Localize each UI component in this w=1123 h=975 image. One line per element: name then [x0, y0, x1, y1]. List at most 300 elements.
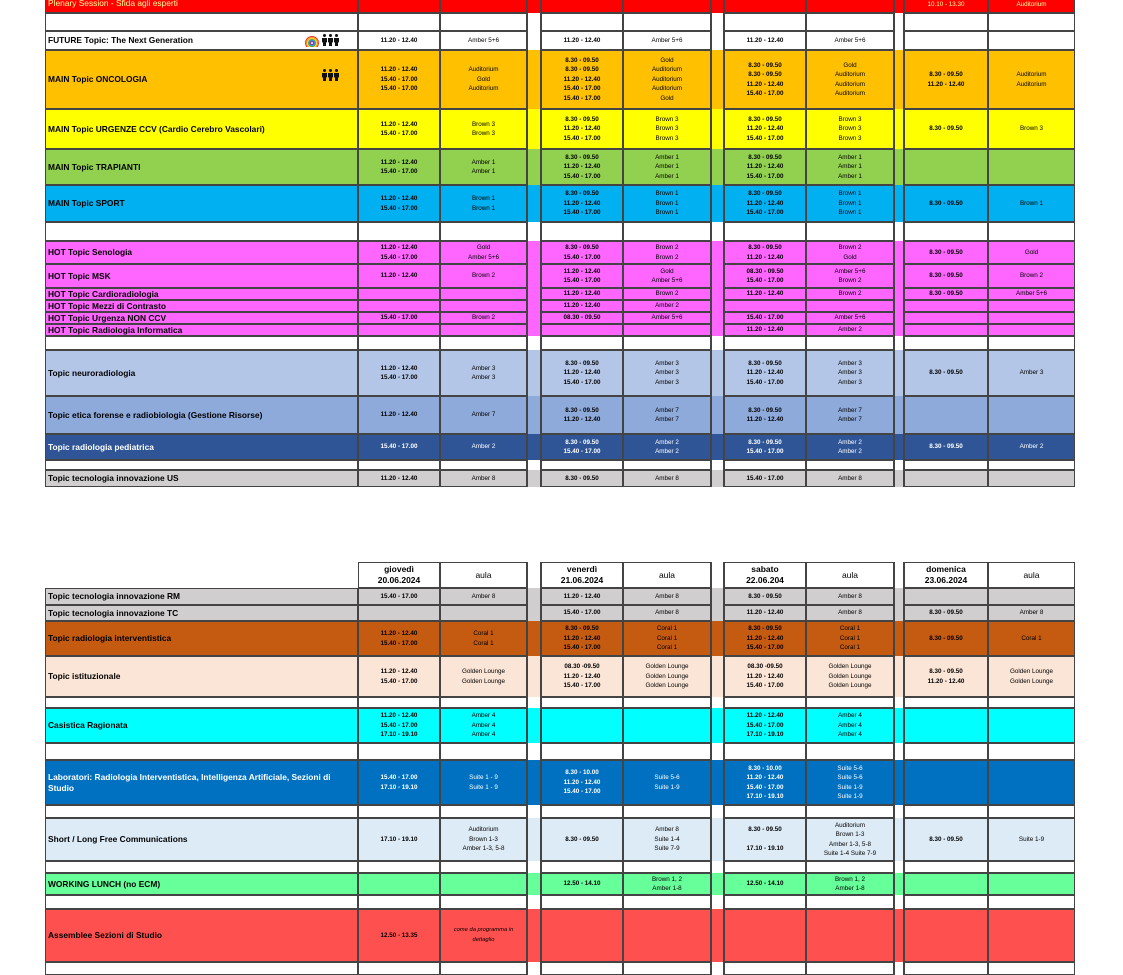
topic-row: [0, 312, 1123, 324]
empty-cell: [806, 962, 894, 975]
empty-cell: [358, 743, 440, 760]
gap-cell: [711, 31, 724, 50]
empty-cell: [724, 697, 806, 708]
room-cell: Amber 2 Amber 2: [806, 434, 894, 460]
room-cell: [623, 0, 711, 13]
gap-cell: [527, 0, 541, 13]
time-cell: 8.30 - 09.50 11.20 - 12.40: [541, 396, 623, 434]
time-cell: 8.30 - 09.50 17.10 - 19.10: [724, 818, 806, 861]
room-cell: Coral 1: [988, 621, 1075, 656]
room-cell: Brown 1: [988, 185, 1075, 222]
gap-cell: [894, 324, 904, 336]
empty-cell: [904, 895, 988, 909]
time-cell: 8.30 - 09.50 11.20 - 12.40 15.40 - 17.00: [724, 621, 806, 656]
topic-row: [0, 300, 1123, 312]
empty-cell: [45, 805, 358, 818]
day-name: sabato: [751, 564, 779, 575]
room-cell: Gold: [988, 241, 1075, 264]
room-cell: Auditorium Brown 1-3 Amber 1-3, 5-8 Suite 1-4 Suite 7-9: [806, 818, 894, 861]
empty-cell: [711, 460, 724, 470]
time-cell: 8.30 - 09.50 11.20 - 12.40 15.40 - 17.00: [724, 149, 806, 185]
empty-cell: [358, 13, 440, 31]
time-cell: 8.30 - 09.50 11.20 - 12.40: [724, 396, 806, 434]
empty-cell: [988, 697, 1075, 708]
topic-row: [0, 31, 1123, 50]
empty-cell: [711, 697, 724, 708]
empty-cell: [541, 895, 623, 909]
gap-cell: [527, 396, 541, 434]
room-cell: Brown 2: [623, 288, 711, 300]
time-cell: [904, 708, 988, 743]
time-cell: [541, 909, 623, 962]
gap-cell: [527, 149, 541, 185]
topic-row: [0, 185, 1123, 222]
empty-cell: [358, 460, 440, 470]
empty-cell: [988, 861, 1075, 873]
gap-cell: [527, 909, 541, 962]
room-cell: Brown 2 Brown 2: [623, 241, 711, 264]
room-cell: Brown 3: [988, 109, 1075, 149]
topic-label: [45, 264, 358, 288]
topic-label: [45, 350, 358, 396]
empty-cell: [806, 805, 894, 818]
topic-row: [0, 470, 1123, 487]
empty-cell: [724, 861, 806, 873]
empty-cell: [440, 861, 527, 873]
time-cell: 12.50 - 14.10: [541, 873, 623, 895]
gap-cell: [894, 109, 904, 149]
gap-cell: [711, 241, 724, 264]
gap-cell: [527, 708, 541, 743]
room-cell: Amber 5+6: [623, 312, 711, 324]
gap-cell: [711, 109, 724, 149]
room-cell: Brown 1 Brown 1 Brown 1: [623, 185, 711, 222]
empty-cell: [440, 336, 527, 350]
topic-label: [45, 708, 358, 743]
room-cell: Amber 8: [440, 470, 527, 487]
gap-cell: [894, 185, 904, 222]
empty-cell: [904, 697, 988, 708]
day-header: [904, 562, 988, 588]
gap-cell: [711, 760, 724, 805]
topic-text: WORKING LUNCH (no ECM): [48, 878, 161, 889]
room-cell: [988, 396, 1075, 434]
empty-cell: [527, 336, 541, 350]
spacer-row: [0, 861, 1123, 873]
room-cell: Golden Lounge Golden Lounge: [988, 656, 1075, 697]
time-cell: 8.30 - 10.00 11.20 - 12.40 15.40 - 17.00 17.10 - 19.10: [724, 760, 806, 805]
empty-cell: [623, 697, 711, 708]
empty-cell: [527, 805, 541, 818]
topic-label: [45, 324, 358, 336]
room-cell: [623, 909, 711, 962]
time-cell: [904, 588, 988, 605]
empty-cell: [988, 13, 1075, 31]
room-cell: Amber 3 Amber 3: [440, 350, 527, 396]
room-cell: Amber 5+6 Brown 2: [806, 264, 894, 288]
empty-cell: [45, 962, 358, 975]
time-cell: 08.30 -09.50 11.20 - 12.40 15.40 - 17.00: [541, 656, 623, 697]
empty-cell: [988, 336, 1075, 350]
topic-text: HOT Topic Radiologia Informatica: [48, 324, 183, 335]
topic-text: Topic tecnologia innovazione TC: [48, 607, 179, 618]
time-cell: [541, 0, 623, 13]
gap-cell: [527, 324, 541, 336]
gap-cell: [894, 434, 904, 460]
empty-cell: [541, 743, 623, 760]
time-cell: [904, 324, 988, 336]
gap-cell: [527, 350, 541, 396]
empty-cell: [527, 13, 541, 31]
gap-cell: [894, 873, 904, 895]
topic-text: Topic tecnologia innovazione RM: [48, 591, 180, 602]
room-cell: Amber 1 Amber 1: [440, 149, 527, 185]
room-cell: Golden Lounge Golden Lounge Golden Lounge: [623, 656, 711, 697]
empty-cell: [988, 962, 1075, 975]
room-cell: come da programma in dettaglio: [440, 909, 527, 962]
empty-cell: [45, 697, 358, 708]
room-cell: Brown 1, 2 Amber 1-8: [623, 873, 711, 895]
topic-row: [0, 818, 1123, 861]
topic-label: [45, 656, 358, 697]
spacer-row: [0, 895, 1123, 909]
time-cell: 8.30 - 09.50 11.20 - 12.40 15.40 - 17.00: [541, 350, 623, 396]
time-cell: 8.30 - 09.50 15.40 - 17.00: [724, 434, 806, 460]
gap-cell: [894, 300, 904, 312]
time-cell: [358, 288, 440, 300]
empty-cell: [45, 460, 358, 470]
time-cell: 11.20 - 12.40: [724, 288, 806, 300]
topic-text: FUTURE Topic: The Next Generation: [48, 35, 194, 46]
empty-cell: [623, 13, 711, 31]
empty-cell: [541, 962, 623, 975]
empty-cell: [440, 697, 527, 708]
gap-cell: [711, 909, 724, 962]
room-cell: [623, 708, 711, 743]
gap-cell: [894, 588, 904, 605]
spacer-row: [0, 962, 1123, 975]
time-cell: 8.30 - 09.50 11.20 - 12.40: [904, 50, 988, 109]
room-cell: [988, 708, 1075, 743]
time-cell: 8.30 - 09.50 11.20 - 12.40: [724, 241, 806, 264]
room-cell: Amber 5+6: [440, 31, 527, 50]
room-cell: Amber 3 Amber 3 Amber 3: [623, 350, 711, 396]
room-cell: Auditorium Gold Auditorium: [440, 50, 527, 109]
topic-label: [45, 760, 358, 805]
time-cell: 8.30 - 09.50 8.30 - 09.50 11.20 - 12.40 15.40 - 17.00 15.40 - 17.00: [541, 50, 623, 109]
gap-cell: [527, 312, 541, 324]
room-cell: Brown 2 Gold: [806, 241, 894, 264]
gap-cell: [894, 605, 904, 621]
time-cell: [904, 300, 988, 312]
empty-cell: [904, 962, 988, 975]
time-cell: 15.40 - 17.00: [358, 588, 440, 605]
room-cell: Amber 3: [988, 350, 1075, 396]
empty-cell: [904, 460, 988, 470]
gap-cell: [711, 149, 724, 185]
room-cell: Golden Lounge Golden Lounge: [440, 656, 527, 697]
empty-cell: [527, 222, 541, 241]
empty-cell: [440, 460, 527, 470]
empty-cell: [440, 743, 527, 760]
room-cell: Amber 8: [988, 605, 1075, 621]
gap-cell: [894, 562, 904, 588]
time-cell: 8.30 - 09.50: [724, 588, 806, 605]
topic-text: Topic neuroradiologia: [48, 367, 136, 378]
rainbow-icon: [305, 35, 319, 47]
time-cell: 11.20 - 12.40 15.40 - 17.00: [358, 241, 440, 264]
empty-cell: [711, 895, 724, 909]
gap-cell: [527, 818, 541, 861]
empty-cell: [894, 743, 904, 760]
empty-cell: [904, 861, 988, 873]
room-cell: Auditorium: [988, 0, 1075, 13]
time-cell: [541, 708, 623, 743]
room-cell: Gold Auditorium Auditorium Auditorium Gold: [623, 50, 711, 109]
time-cell: 8.30 - 09.50 8.30 - 09.50 11.20 - 12.40 15.40 - 17.00: [724, 50, 806, 109]
day-header: [724, 562, 806, 588]
gap-cell: [711, 470, 724, 487]
room-cell: [988, 300, 1075, 312]
day-date: 22.06.204: [746, 575, 784, 585]
topic-text: MAIN Topic URGENZE CCV (Cardio Cerebro Vascolari): [48, 123, 265, 134]
time-cell: [904, 312, 988, 324]
time-cell: 11.20 - 12.40 15.40 - 17.00: [358, 656, 440, 697]
gap-cell: [711, 50, 724, 109]
topic-text: Casistica Ragionata: [48, 720, 128, 731]
room-cell: Amber 5+6: [623, 31, 711, 50]
time-cell: 15.40 - 17.00: [358, 434, 440, 460]
empty-cell: [358, 962, 440, 975]
gap-cell: [527, 31, 541, 50]
topic-row: [0, 324, 1123, 336]
empty-cell: [440, 962, 527, 975]
empty-cell: [45, 743, 358, 760]
empty-cell: [45, 895, 358, 909]
time-cell: 8.30 - 09.50 11.20 - 12.40 15.40 - 17.00: [724, 185, 806, 222]
spacer-row: [0, 336, 1123, 350]
topic-label: [45, 31, 358, 50]
empty-cell: [440, 13, 527, 31]
time-cell: 8.30 - 09.50: [904, 241, 988, 264]
room-cell: [988, 149, 1075, 185]
empty-cell: [806, 697, 894, 708]
room-cell: Brown 3 Brown 3: [440, 109, 527, 149]
time-cell: 11.20 - 12.40: [358, 470, 440, 487]
topic-text: MAIN Topic TRAPIANTI: [48, 161, 141, 172]
empty-cell: [623, 743, 711, 760]
empty-cell: [358, 895, 440, 909]
room-cell: [440, 605, 527, 621]
empty-cell: [440, 805, 527, 818]
empty-cell: [711, 743, 724, 760]
empty-cell: [988, 895, 1075, 909]
aula-header: aula: [806, 562, 894, 588]
gap-cell: [894, 656, 904, 697]
room-cell: Suite 1-9: [988, 818, 1075, 861]
empty-cell: [527, 895, 541, 909]
time-cell: 8.30 - 09.50 11.20 - 12.40 15.40 - 17.00: [541, 109, 623, 149]
topic-text: HOT Topic Senologia: [48, 247, 133, 258]
time-cell: 08.30 -09.50 11.20 - 12.40 15.40 - 17.00: [724, 656, 806, 697]
gap-cell: [711, 818, 724, 861]
topic-label: [45, 818, 358, 861]
day-date: 20.06.2024: [377, 575, 421, 585]
topic-label: [45, 588, 358, 605]
empty-cell: [358, 336, 440, 350]
room-cell: Amber 5+6: [988, 288, 1075, 300]
time-cell: 15.40 - 17.00 17.10 - 19.10: [358, 760, 440, 805]
day-name: giovedì: [384, 564, 414, 575]
empty-cell: [894, 697, 904, 708]
room-cell: Brown 2: [440, 312, 527, 324]
gap-cell: [527, 621, 541, 656]
room-cell: Gold Amber 5+6: [440, 241, 527, 264]
gap-cell: [894, 0, 904, 13]
empty-cell: [711, 336, 724, 350]
time-cell: [541, 324, 623, 336]
empty-cell: [711, 222, 724, 241]
room-cell: Amber 7 Amber 7: [623, 396, 711, 434]
time-cell: [904, 470, 988, 487]
gap-cell: [527, 873, 541, 895]
empty-cell: [806, 743, 894, 760]
time-cell: [724, 300, 806, 312]
gap-cell: [894, 909, 904, 962]
spacer-row: [0, 805, 1123, 818]
gap-cell: [711, 708, 724, 743]
topic-label: [45, 873, 358, 895]
room-cell: Amber 8: [440, 588, 527, 605]
empty-cell: [806, 13, 894, 31]
empty-cell: [541, 460, 623, 470]
time-cell: 12.50 - 14.10: [724, 873, 806, 895]
empty-cell: [988, 805, 1075, 818]
time-cell: [904, 31, 988, 50]
gap-cell: [894, 264, 904, 288]
gap-cell: [894, 396, 904, 434]
topic-label: [45, 109, 358, 149]
topic-label: [45, 300, 358, 312]
time-cell: 15.40 - 17.00: [724, 312, 806, 324]
people-icon: [322, 34, 339, 47]
room-cell: [440, 873, 527, 895]
gap-cell: [711, 288, 724, 300]
time-cell: [724, 0, 806, 13]
empty-cell: [623, 336, 711, 350]
room-cell: Brown 2: [988, 264, 1075, 288]
empty-cell: [541, 697, 623, 708]
time-cell: 17.10 - 19.10: [358, 818, 440, 861]
time-cell: 11.20 - 12.40: [724, 605, 806, 621]
time-cell: 11.20 - 12.40: [358, 264, 440, 288]
gap-cell: [527, 300, 541, 312]
topic-label: [45, 0, 358, 13]
empty-cell: [45, 861, 358, 873]
room-cell: Auditorium Brown 1-3 Amber 1-3, 5-8: [440, 818, 527, 861]
gap-cell: [527, 109, 541, 149]
empty-cell: [724, 336, 806, 350]
room-cell: Amber 8: [806, 470, 894, 487]
topic-label: [45, 288, 358, 300]
empty-cell: [623, 222, 711, 241]
time-cell: 11.20 - 12.40 15.40 - 17.00: [541, 264, 623, 288]
gap-cell: [894, 350, 904, 396]
time-cell: [358, 0, 440, 13]
empty-cell: [440, 895, 527, 909]
time-cell: 8.30 - 09.50: [904, 350, 988, 396]
time-cell: [904, 909, 988, 962]
gap-cell: [894, 470, 904, 487]
gap-cell: [894, 708, 904, 743]
time-cell: 8.30 - 09.50: [904, 185, 988, 222]
empty-cell: [894, 861, 904, 873]
topic-label: [45, 185, 358, 222]
empty-cell: [806, 336, 894, 350]
topic-label: [45, 470, 358, 487]
empty-cell: [527, 460, 541, 470]
gap-cell: [527, 288, 541, 300]
day-name: venerdì: [566, 564, 598, 575]
empty-cell: [904, 805, 988, 818]
empty-cell: [45, 222, 358, 241]
topic-text: Assemblee Sezioni di Studio: [48, 930, 163, 941]
topic-row: [0, 909, 1123, 962]
topic-row: [0, 873, 1123, 895]
time-cell: 11.20 - 12.40 15.40 - 17.00: [358, 350, 440, 396]
gap-cell: [894, 149, 904, 185]
time-cell: [904, 760, 988, 805]
aula-header: aula: [440, 562, 527, 588]
empty-cell: [988, 743, 1075, 760]
time-cell: 8.30 - 09.50 11.20 - 12.40 15.40 - 17.00: [541, 149, 623, 185]
room-cell: Coral 1 Coral 1: [440, 621, 527, 656]
time-cell: [358, 300, 440, 312]
topic-row: [0, 396, 1123, 434]
time-cell: [724, 909, 806, 962]
time-cell: [904, 873, 988, 895]
time-cell: 11.20 - 12.40 15.40 - 17.00 17.10 - 19.10: [724, 708, 806, 743]
room-cell: [988, 588, 1075, 605]
topic-row: [0, 434, 1123, 460]
room-cell: Amber 8: [623, 588, 711, 605]
room-cell: [806, 909, 894, 962]
empty-cell: [894, 895, 904, 909]
gap-cell: [894, 50, 904, 109]
room-cell: Amber 4 Amber 4 Amber 4: [806, 708, 894, 743]
topic-text: HOT Topic MSK: [48, 270, 111, 281]
room-cell: Amber 7 Amber 7: [806, 396, 894, 434]
room-cell: [988, 470, 1075, 487]
room-cell: Suite 5-6 Suite 1-9: [623, 760, 711, 805]
time-cell: 8.30 - 09.50 11.20 - 12.40: [904, 656, 988, 697]
topic-label: [45, 909, 358, 962]
topic-label: [45, 434, 358, 460]
room-cell: Amber 1 Amber 1 Amber 1: [623, 149, 711, 185]
topic-text: Topic radiologia interventistica: [48, 633, 172, 644]
empty-cell: [806, 460, 894, 470]
gap-cell: [527, 434, 541, 460]
time-cell: 11.20 - 12.40 15.40 - 17.00 17.10 - 19.10: [358, 708, 440, 743]
time-cell: 8.30 - 09.50: [541, 470, 623, 487]
room-cell: [440, 300, 527, 312]
room-cell: Coral 1 Coral 1 Coral 1: [806, 621, 894, 656]
time-cell: [904, 396, 988, 434]
gap-cell: [711, 300, 724, 312]
topic-row: [0, 0, 1123, 13]
empty-cell: [724, 460, 806, 470]
gap-cell: [894, 31, 904, 50]
